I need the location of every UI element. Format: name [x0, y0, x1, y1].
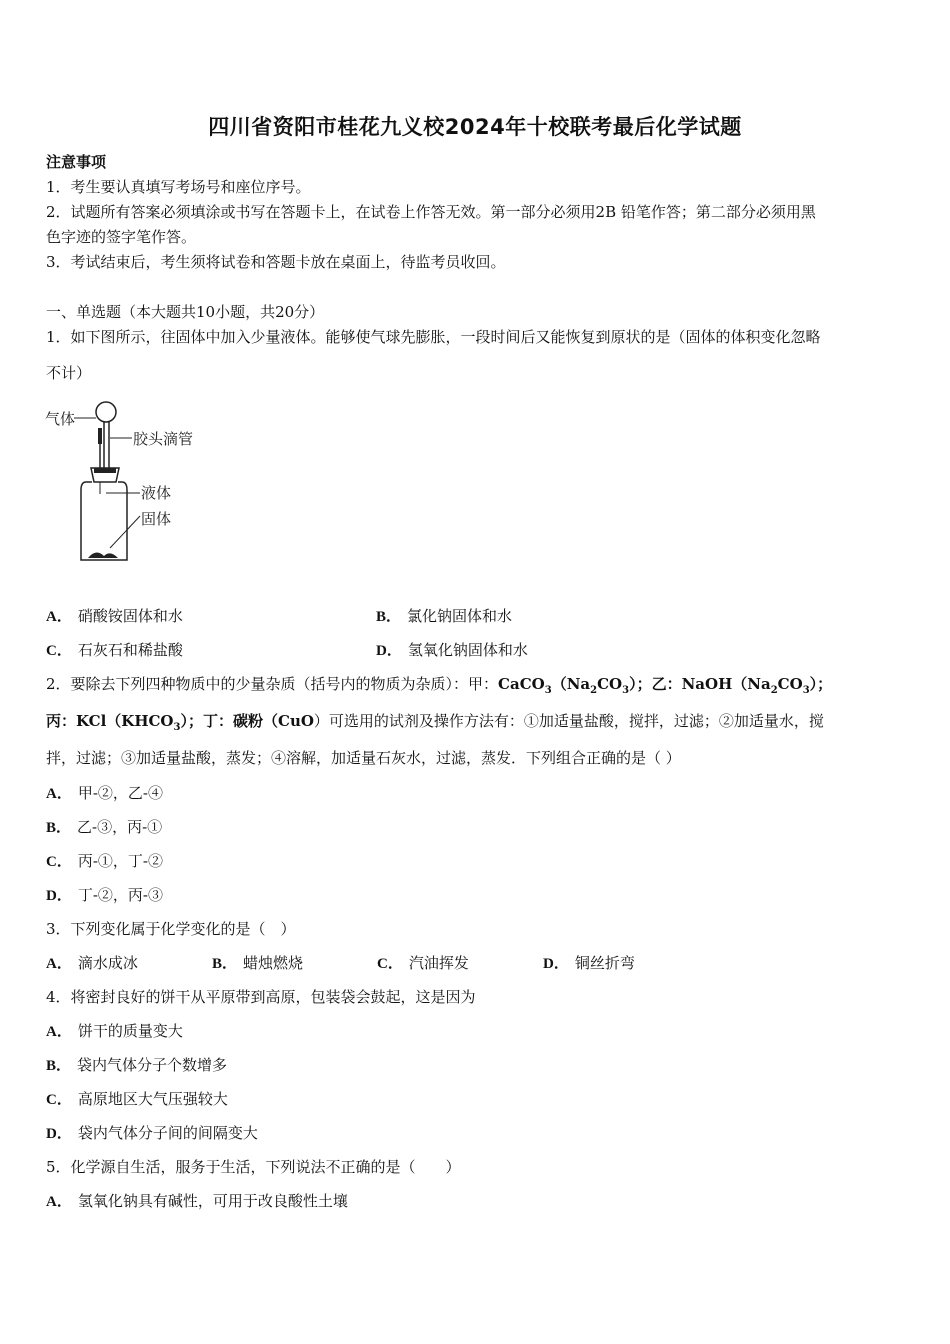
label-gas: 气体	[45, 410, 76, 428]
label-solid: 固体	[141, 510, 172, 528]
q2-option-d: D． 丁-②，丙-③	[46, 886, 163, 904]
q4-option-c: C． 高原地区大气压强较大	[46, 1090, 228, 1108]
notice-item: 色字迹的签字笔作答。	[46, 228, 197, 246]
question-2-stem-cont: 丙：$KCl(KHCO_3)$；丁：碳粉（CuO）可选用的试剂及操作方法有：①加适量盐酸，搅拌，过滤；②加适量水，搅	[46, 712, 824, 733]
question-2-stem-cont: 拌，过滤；③加适量盐酸，蒸发；④溶解，加适量石灰水，过滤，蒸发．下列组合正确的是（ ）	[46, 749, 681, 767]
notice-item: 2．试题所有答案必须填涂或书写在答题卡上，在试卷上作答无效。第一部分必须用2B 铅笔作答；第二部分必须用黑	[46, 203, 816, 221]
question-1-stem: 1．如下图所示，往固体中加入少量液体。能够使气球先膨胀，一段时间后又能恢复到原状的是（固体的体积变化忽略	[46, 328, 821, 346]
q3-option-d: D． 铜丝折弯	[543, 954, 635, 972]
q1-option-b: B． 氯化钠固体和水	[376, 607, 513, 625]
question-2-stem: 2．要除去下列四种物质中的少量杂质（括号内的物质为杂质）：甲：$CaCO_3(Na_2CO_3)$；乙：$NaOH(Na_2CO_3)$；	[46, 675, 833, 696]
notice-heading: 注意事项	[46, 153, 107, 171]
q2-option-a: A． 甲-②，乙-④	[46, 784, 163, 802]
notice-item: 3．考试结束后，考生须将试卷和答题卡放在桌面上，待监考员收回。	[46, 253, 506, 271]
q4-option-b: B． 袋内气体分子个数增多	[46, 1056, 228, 1074]
section-heading: 一、单选题（本大题共10小题，共20分）	[46, 303, 325, 321]
q3-option-a: A． 滴水成冰	[46, 954, 138, 972]
q1-option-d: D． 氢氧化钠固体和水	[376, 641, 528, 659]
q4-option-a: A． 饼干的质量变大	[46, 1022, 183, 1040]
question-5-stem: 5．化学源自生活，服务于生活，下列说法不正确的是（ ）	[46, 1158, 461, 1176]
label-dropper: 胶头滴管	[133, 430, 194, 448]
label-liquid: 液体	[141, 484, 172, 502]
q2-option-c: C． 丙-①，丁-②	[46, 852, 163, 870]
q3-option-b: B． 蜡烛燃烧	[212, 954, 304, 972]
q1-option-c: C． 石灰石和稀盐酸	[46, 641, 183, 659]
q5-option-a: A． 氢氧化钠具有碱性，可用于改良酸性土壤	[46, 1192, 348, 1210]
notice-item: 1．考生要认真填写考场号和座位序号。	[46, 178, 311, 196]
page-title: 四川省资阳市桂花九义校2024年十校联考最后化学试题	[208, 115, 742, 139]
q1-option-a: A． 硝酸铵固体和水	[46, 607, 183, 625]
q4-option-d: D． 袋内气体分子间的间隔变大	[46, 1124, 258, 1142]
question-3-stem: 3．下列变化属于化学变化的是（ ）	[46, 920, 296, 938]
q2-option-b: B． 乙-③，丙-①	[46, 818, 163, 836]
apparatus-diagram	[44, 398, 224, 568]
question-4-stem: 4．将密封良好的饼干从平原带到高原，包装袋会鼓起，这是因为	[46, 988, 476, 1006]
q3-option-c: C． 汽油挥发	[377, 954, 469, 972]
question-1-stem-cont: 不计）	[46, 364, 92, 382]
